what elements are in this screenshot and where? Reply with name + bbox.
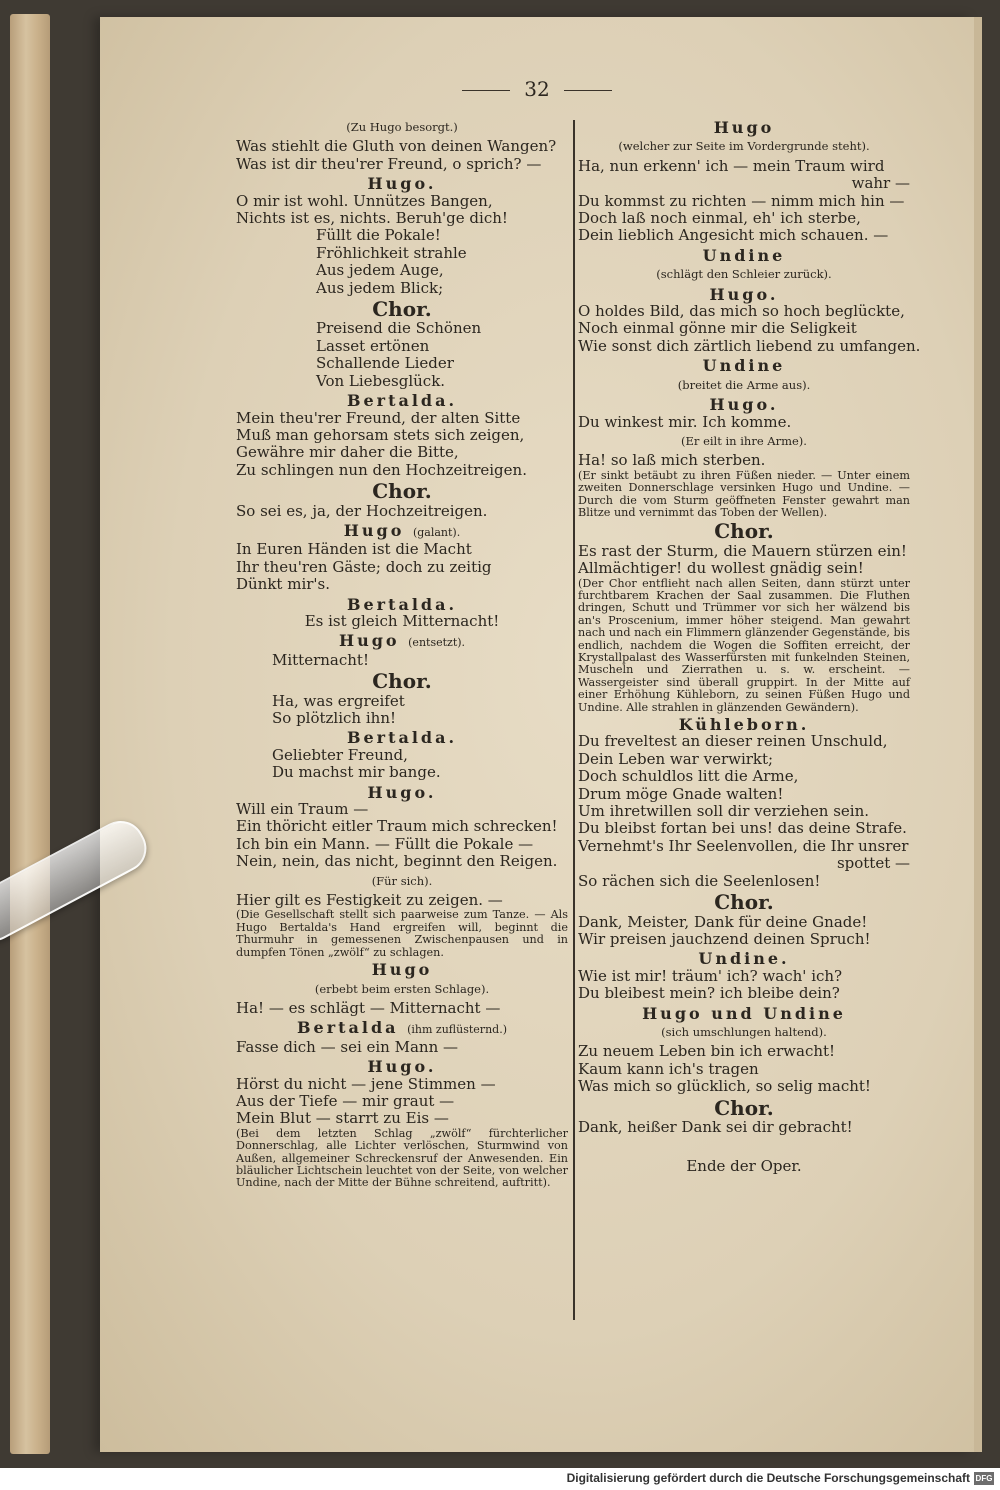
speaker-name [236,784,568,801]
verse-line: Es ist gleich Mitternacht! [304,611,500,630]
verse-line: Schallende Lieder [316,354,454,373]
speaker-name [236,596,568,613]
speaker-label: Bertalda. [346,391,458,411]
speaker-name [236,961,568,978]
speaker-name [236,522,568,541]
verse-line: Wir preisen jauchzend deinen Spruch! [578,929,871,948]
verse-line: Drum möge Gnade walten! [578,784,784,803]
speaker-name [578,357,910,374]
footer-bar [0,1468,1000,1490]
verse-line: Gewähre mir daher die Bitte, [236,443,459,462]
speaker-name [578,1005,910,1022]
verse-line: Zu schlingen nun den Hochzeitreigen. [236,460,527,479]
verse-line: Doch schuldlos litt die Arme, [578,767,799,786]
funding-notice: Digitalisierung gefördert durch die Deutsche Forschungsgemeinschaft [566,1471,970,1485]
verse-line: Aus der Tiefe — mir graut — [236,1091,455,1110]
book-page-edges [10,14,50,1454]
verse-line: Wie sonst dich zärtlich liebend zu umfangen. [578,336,921,355]
verse-line: In Euren Händen ist die Macht [236,540,472,559]
speaker-label: Hugo. [367,1057,437,1077]
verse-line: Du kommst zu richten — nimm mich hin — [578,191,905,210]
speaker-label: Hugo und Undine [642,1003,846,1023]
verse-line: Vernehmt's Ihr Seelenvollen, die Ihr unsrer [578,836,909,855]
verse-line: Was stiehlt die Gluth von deinen Wangen? [236,137,557,156]
verse-line: Nein, nein, das nicht, beginnt den Reigen. [236,852,558,871]
verse-line: So sei es, ja, der Hochzeitreigen. [236,501,488,520]
speaker-label: Bertalda. [346,594,458,614]
verse-line: Zu neuem Leben bin ich erwacht! [578,1042,836,1061]
stage-direction: (Er eilt in ihre Arme). [681,433,807,448]
verse-line: O mir ist wohl. Unnützes Bangen, [236,191,493,210]
verse-line: Was mich so glücklich, so selig macht! [578,1077,871,1096]
speaker-label: Bertalda. [346,728,458,748]
chorus-heading: Chor. [714,519,774,544]
speaker-label: Bertalda [297,1018,399,1038]
page-number: 32 [524,77,550,101]
stage-direction: (sich umschlungen haltend). [661,1024,827,1039]
page-right-edge [974,17,982,1452]
speaker-label: Hugo [713,118,775,137]
verse-line: Ha, was ergreifet [272,691,405,710]
verse-line: Geliebter Freund, [272,745,408,764]
verse-line: Dünkt mir's. [236,575,331,594]
verse-line: Du winkest mir. Ich komme. [578,412,792,431]
speaker-label: Hugo. [709,284,779,304]
verse-line: Allmächtiger! du wollest gnädig sein! [578,559,864,578]
verse-line: Lasset ertönen [316,336,430,355]
speaker-note: (entsetzt). [408,636,466,650]
speaker-name [236,632,568,651]
dfg-logo: DFG [975,1474,993,1483]
verse-line: Muß man gehorsam stets sich zeigen, [236,425,525,444]
speaker-name [578,247,910,264]
verse-line: Dank, Meister, Dank für deine Gnade! [578,912,868,931]
speaker-label: Hugo. [367,174,437,194]
verse-line: Es rast der Sturm, die Mauern stürzen ein! [578,541,907,560]
verse-line: Du bleibest mein? ich bleibe dein? [578,984,840,1003]
right-column [578,117,921,1176]
stage-direction: (Für sich). [371,873,433,888]
verse-line: Ha! — es schlägt — Mitternacht — [236,998,501,1017]
speaker-label: Hugo [338,631,400,651]
verse-line: Hörst du nicht — jene Stimmen — [236,1074,496,1093]
verse-line: Dein lieblich Angesicht mich schauen. — [578,226,889,245]
verse-line: Mein theu'rer Freund, der alten Sitte [236,408,521,427]
chorus-heading: Chor. [714,890,774,915]
speaker-label: Undine [702,356,786,376]
verse-line: Hier gilt es Festigkeit zu zeigen. — [236,891,503,910]
verse-line: Doch laß noch einmal, eh' ich sterbe, [578,209,861,228]
verse-line: Nichts ist es, nichts. Beruh'ge dich! [236,209,508,228]
verse-line: Aus jedem Auge, [316,261,444,280]
speaker-name [236,729,568,746]
verse-line: Ha! so laß mich sterben. [578,451,766,470]
speaker-name [578,716,910,733]
verse-line: Wie ist mir! träum' ich? wach' ich? [578,966,843,985]
speaker-name [578,286,910,303]
stage-paragraph: (Der Chor entflieht nach allen Seiten, dann stürzt unter furchtbarem Krachen der Saal zusammen. Die Fluthen dringen, Schutt und Trümmer vor sich her wälzend bis an's Proscenium, immer höher steigend. Man gewahrt nach und nach ein Flimmern glänzender Gegenstände, bis endlich, nachdem die Wogen die Soffiten erreicht, der Krystallpalast des Wasserfürsten mit funkelnden Steinen, Muscheln und Zierrathen u. s. w. erscheint. — Wassergeister sind überall gruppirt. In der Mitte auf einer Erhöhung Kühleborn, zu seinen Füßen Hugo und Undine. Alle strahlen in glänzenden Gewändern). [578,576,910,714]
speaker-name [578,396,910,413]
speaker-name [578,119,910,136]
speaker-name [578,950,910,967]
verse-line: Füllt die Pokale! [316,226,441,245]
verse-line: Fasse dich — sei ein Mann — [236,1037,459,1056]
verse-line: Du freveltest an dieser reinen Unschuld, [578,732,888,751]
verse-line: Ha, nun erkenn' ich — mein Traum wird [578,156,885,175]
left-column [236,117,568,1190]
stage-direction: (erbebt beim ersten Schlage). [314,981,490,996]
verse-line: Von Liebesglück. [316,371,446,390]
speaker-label: Hugo. [367,782,437,802]
column-divider [573,120,575,1320]
stage-direction: (breitet die Arme aus). [677,377,811,392]
speaker-name [236,175,568,192]
end-of-opera: Ende der Oper. [686,1157,802,1176]
speaker-name [236,1058,568,1075]
verse-line: Um ihretwillen soll dir verziehen sein. [578,802,869,821]
speaker-label: Hugo [371,960,433,980]
verse-line: Dein Leben war verwirkt; [578,749,774,768]
verse-line: Du bleibst fortan bei uns! das deine Strafe. [578,819,907,838]
chorus-heading: Chor. [372,479,432,504]
stage-direction: (Zu Hugo besorgt.) [346,120,458,134]
verse-line: spottet — [836,854,910,873]
verse-line: Kaum kann ich's tragen [578,1059,759,1078]
page-header [100,77,974,101]
speaker-name [236,392,568,409]
speaker-note: (ihm zuflüsternd.) [407,1023,507,1037]
verse-line: Ich bin ein Mann. — Füllt die Pokale — [236,834,534,853]
stage-paragraph: (Bei dem letzten Schlag „zwölf“ fürchterlicher Donnerschlag, alle Lichter verlöschen, Sturmwind von Außen, allgemeiner Schreckensruf der Anwesenden. Ein bläulicher Lichtschein leuchtet von der Seite, von welcher Undine, nach der Mitte der Bühne schreitend, auftritt). [236,1126,568,1190]
verse-line: So plötzlich ihn! [272,709,397,727]
verse-line: Will ein Traum — [236,800,369,819]
chorus-heading: Chor. [372,669,432,694]
chorus-heading: Chor. [372,297,432,322]
verse-line: wahr — [851,174,910,193]
verse-line: Was ist dir theu'rer Freund, o sprich? — [236,154,542,173]
verse-line: Du machst mir bange. [272,763,441,782]
speaker-label: Kühleborn. [678,715,810,735]
verse-line: Mein Blut — starrt zu Eis — [236,1109,449,1128]
header-rule-right [564,90,612,91]
verse-line: O holdes Bild, das mich so hoch beglückte, [578,302,905,321]
speaker-label: Hugo [343,520,405,540]
chorus-heading: Chor. [714,1095,774,1120]
verse-line: Mitternacht! [272,650,369,669]
stage-paragraph: (Er sinkt betäubt zu ihren Füßen nieder. — Unter einem zweiten Donnerschlage versinken Hugo und Undine. — Durch die vom Sturm geöffneten Fenster gewahrt man Blitze und vernimmt das Toben der Wellen). [578,468,910,519]
verse-line: Fröhlichkeit strahle [316,243,467,262]
verse-line: Dank, heißer Dank sei dir gebracht! [578,1117,853,1136]
verse-line: Noch einmal gönne mir die Seligkeit [578,319,857,338]
verse-line: Preisend die Schönen [316,319,482,338]
speaker-label: Hugo. [709,395,779,415]
speaker-label: Undine. [698,949,790,969]
verse-line: So rächen sich die Seelenlosen! [578,871,821,890]
stage-direction: (welcher zur Seite im Vordergrunde steht). [618,139,870,154]
stage-paragraph: (Die Gesellschaft stellt sich paarweise zum Tanze. — Als Hugo Bertalda's Hand ergreifen will, beginnt die Thurmuhr in gemessenen Zwischenpausen und in dumpfen Tönen „zwölf“ zu schlagen. [236,908,568,959]
speaker-note: (galant). [412,525,461,539]
verse-line: Ihr theu'ren Gäste; doch zu zeitig [236,557,492,576]
book-page [100,17,974,1452]
stage-direction: (schlägt den Schleier zurück). [656,267,832,282]
header-rule-left [462,90,510,91]
speaker-name [236,1019,568,1038]
verse-line: Ein thöricht eitler Traum mich schrecken! [236,817,558,836]
speaker-label: Undine [702,245,786,265]
verse-line: Aus jedem Blick; [316,278,444,297]
